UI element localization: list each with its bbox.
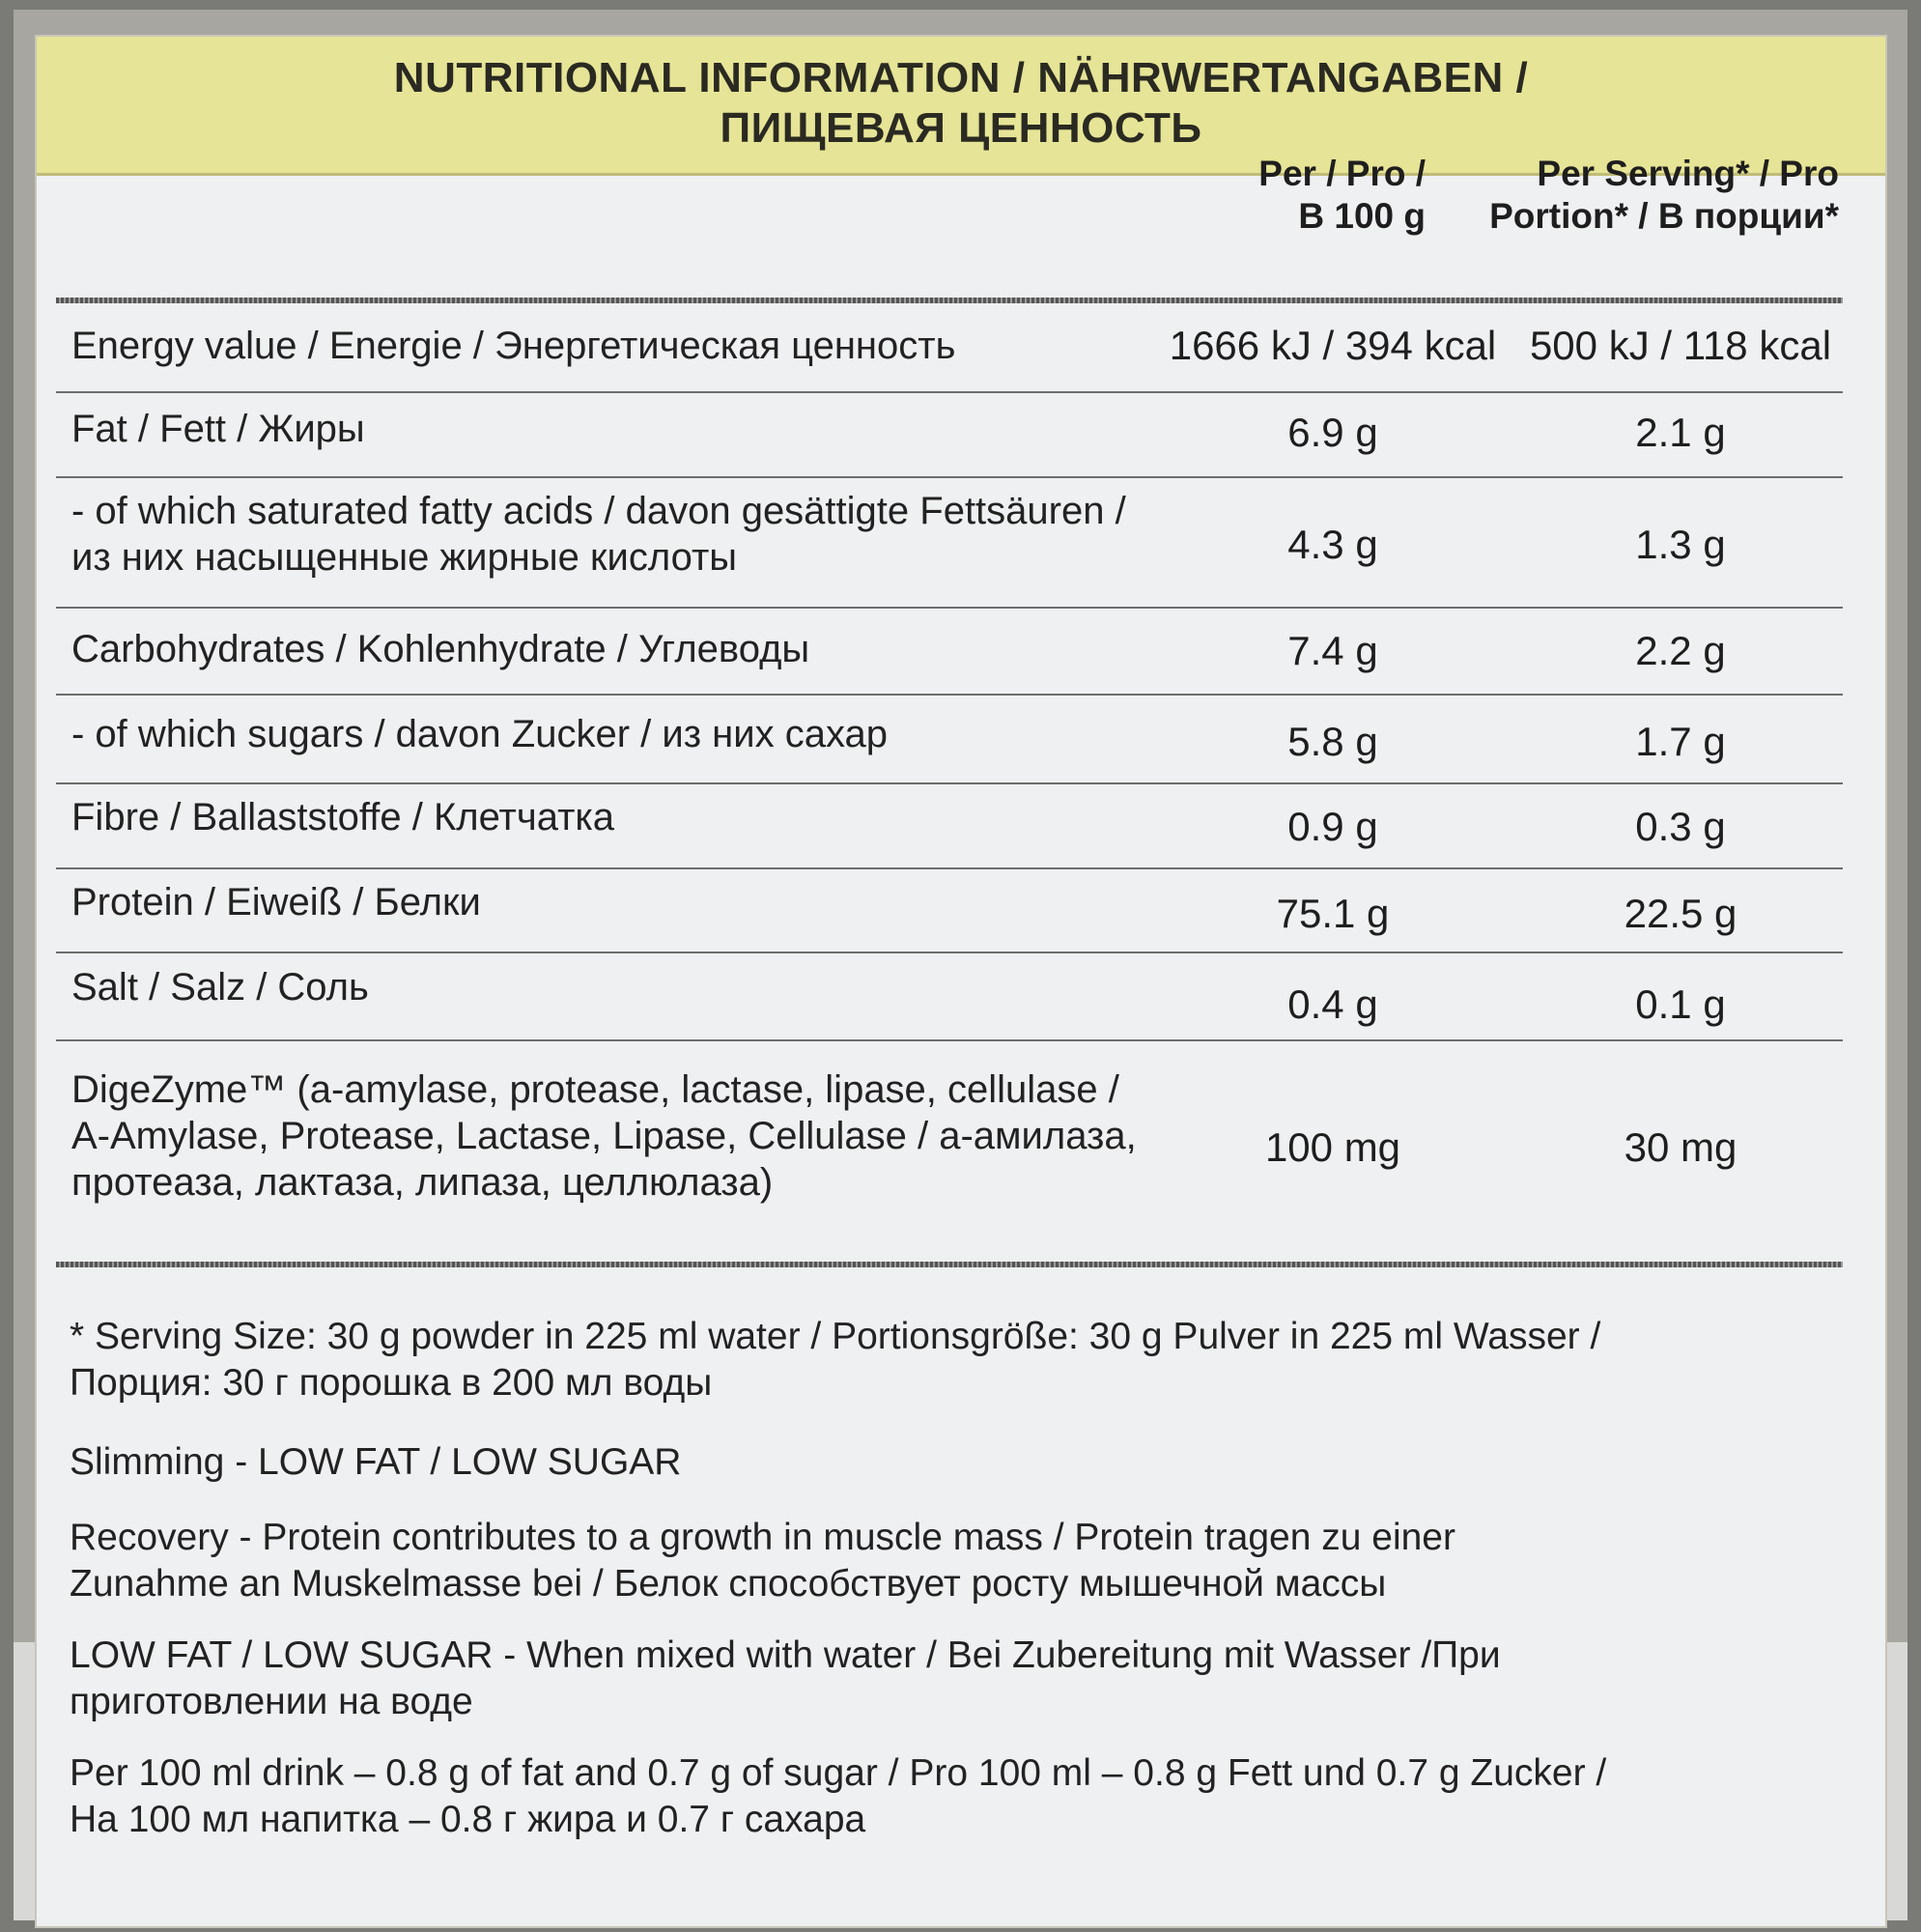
column-header-per-serving-line-2: Portion* / В порции* [1489,196,1839,236]
row-divider [56,867,1843,869]
value-per-serving-sugars: 1.7 g [1635,719,1726,764]
value-per-serving-carbohydrates: 2.2 g [1635,628,1726,673]
value-per-100g-saturated-fat: 4.3 g [1287,522,1378,567]
row-label-line: - of which sugars / davon Zucker / из них сахар [71,713,888,755]
row-label-line: - of which saturated fatty acids / davon gesättigte Fettsäuren / [71,490,1126,532]
row-label-line: DigeZyme™ (a-amylase, protease, lactase, lipase, cellulase / [71,1068,1119,1111]
row-label-line: Fibre / Ballaststoffe / Клетчатка [71,796,615,838]
value-per-100g-energy: 1666 kJ / 394 kcal [1169,323,1497,368]
note-line: Slimming - LOW FAT / LOW SUGAR [70,1441,682,1483]
value-per-100g-fibre: 0.9 g [1287,804,1378,849]
value-per-serving-saturated-fat: 1.3 g [1635,522,1726,567]
value-per-100g-digezyme: 100 mg [1264,1124,1401,1170]
value-per-serving-salt: 0.1 g [1635,981,1726,1027]
row-label-line: Energy value / Energie / Энергетическая ценность [71,325,956,367]
column-header-per-100g-line-2: В 100 g [1298,196,1426,236]
value-per-serving-protein: 22.5 g [1624,891,1737,936]
value-per-serving-energy: 500 kJ / 118 kcal [1529,323,1832,368]
row-label-saturated-fat [71,488,1172,581]
row-divider [56,694,1843,696]
value-per-100g-sugars: 5.8 g [1287,719,1378,764]
value-per-100g-protein: 75.1 g [1276,891,1390,936]
note-low-fat-low-sugar [70,1633,1847,1725]
note-line: приготовлении на воде [70,1681,473,1722]
note-slimming [70,1439,1847,1486]
value-per-100g-fat: 6.9 g [1287,410,1378,455]
row-label-line: Carbohydrates / Kohlenhydrate / Углеводы [71,628,810,670]
note-line: LOW FAT / LOW SUGAR - When mixed with water / Bei Zubereitung mit Wasser /При [70,1634,1501,1676]
note-recovery [70,1515,1847,1607]
row-label-line: Salt / Salz / Соль [71,966,369,1009]
value-per-100g-salt: 0.4 g [1287,981,1378,1027]
title-line-1: NUTRITIONAL INFORMATION / NÄHRWERTANGABEN / [393,54,1529,101]
note-serving-size [70,1314,1847,1406]
note-line: Recovery - Protein contributes to a growth in muscle mass / Protein tragen zu einer [70,1517,1455,1558]
row-label-fat [71,406,1172,452]
value-per-serving-fat: 2.1 g [1635,410,1726,455]
table-bottom-divider [56,1262,1843,1267]
row-label-energy [71,323,1172,369]
row-label-digezyme [71,1066,1172,1206]
row-divider [56,391,1843,393]
note-line: * Serving Size: 30 g powder in 225 ml water / Portionsgröße: 30 g Pulver in 225 ml Wasser / [70,1316,1601,1357]
row-label-line: A-Amylase, Protease, Lactase, Lipase, Cellulase / а-амилаза, [71,1115,1137,1157]
row-label-carbohydrates [71,626,1172,672]
value-per-serving-digezyme: 30 mg [1624,1124,1737,1170]
header-divider [56,298,1843,303]
column-header-per-serving [1449,153,1839,238]
row-divider [56,952,1843,953]
note-line: На 100 мл напитка – 0.8 г жира и 0.7 г сахара [70,1799,866,1840]
row-label-fibre [71,794,1172,840]
column-header-per-serving-line-1: Per Serving* / Pro [1537,154,1839,193]
value-per-100g-carbohydrates: 7.4 g [1287,628,1378,673]
row-label-line: из них насыщенные жирные кислоты [71,536,738,579]
row-label-line: Protein / Eiweiß / Белки [71,881,481,923]
column-header-per-100g-line-1: Per / Pro / [1258,154,1426,193]
row-label-protein [71,879,1172,925]
column-header-per-100g [1140,153,1426,238]
row-divider [56,782,1843,784]
note-line: Per 100 ml drink – 0.8 g of fat and 0.7 g of sugar / Pro 100 ml – 0.8 g Fett und 0.7 g Zucker / [70,1752,1607,1794]
row-label-line: протеаза, лактаза, липаза, целлюлаза) [71,1161,774,1204]
row-label-salt [71,964,1172,1010]
row-label-sugars [71,711,1172,757]
note-line: Порция: 30 г порошка в 200 мл воды [70,1362,713,1404]
row-label-line: Fat / Fett / Жиры [71,408,365,450]
row-divider [56,476,1843,478]
title-line-2: ПИЩЕВАЯ ЦЕННОСТЬ [720,104,1202,152]
row-divider [56,607,1843,609]
value-per-serving-fibre: 0.3 g [1635,804,1726,849]
note-line: Zunahme an Muskelmasse bei / Белок способствует росту мышечной массы [70,1563,1387,1605]
row-divider [56,1039,1843,1041]
note-per-100ml [70,1750,1847,1843]
